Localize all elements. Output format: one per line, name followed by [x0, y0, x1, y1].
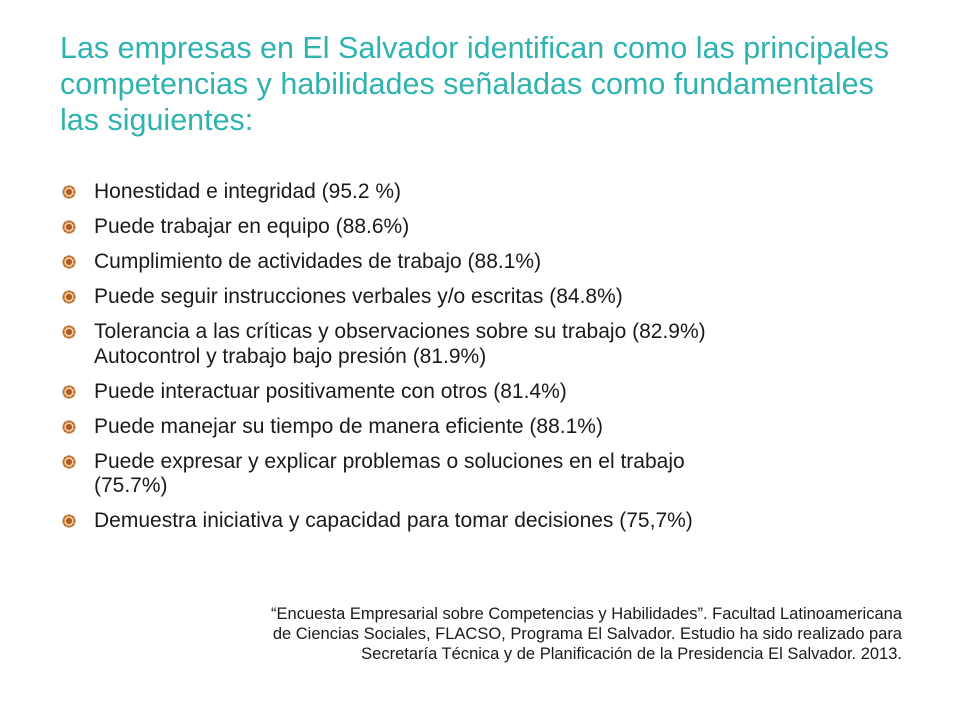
list-item-text: Puede manejar su tiempo de manera eficiente (88.1%) [94, 414, 603, 438]
sun-bullet-icon [62, 185, 76, 199]
list-item [62, 320, 922, 369]
list-item-text: Tolerancia a las críticas y observaciones sobre su trabajo (82.9%) Autocontrol y trabajo bajo presión (81.9%) [94, 320, 706, 368]
sun-bullet-icon [62, 385, 76, 399]
bullet-list [62, 180, 922, 544]
sun-bullet-icon [62, 455, 76, 469]
list-item [62, 380, 922, 405]
sun-bullet-icon [62, 255, 76, 269]
list-item-text: Puede trabajar en equipo (88.6%) [94, 215, 410, 238]
sun-bullet-icon [62, 220, 76, 234]
list-item-text: Puede seguir instrucciones verbales y/o escritas (84.8%) [94, 285, 623, 308]
list-item [62, 180, 922, 205]
source-citation: “Encuesta Empresarial sobre Competencias y Habilidades”. Facultad Latinoamericana de Ciencias Sociales, FLACSO, Programa El Salvador. Estudio ha sido realizado para Secretaría Técnica y de Planificación de la Presidencia El Salvador. 2013. [271, 605, 902, 663]
list-item-text: Puede expresar y explicar problemas o soluciones en el trabajo (75.7%) [94, 449, 685, 497]
list-item [62, 509, 922, 534]
list-item-text: Cumplimiento de actividades de trabajo (88.1%) [94, 250, 542, 273]
list-item-text: Puede interactuar positivamente con otros (81.4%) [94, 379, 567, 403]
sun-bullet-icon [62, 325, 76, 339]
sun-bullet-icon [62, 514, 76, 528]
list-item [62, 250, 922, 275]
sun-bullet-icon [62, 420, 76, 434]
list-item-text: Demuestra iniciativa y capacidad para tomar decisiones (75,7%) [94, 509, 693, 532]
list-item [62, 450, 922, 499]
slide-title: Las empresas en El Salvador identifican como las principales competencias y habilidades señaladas como fundamentales las siguientes: [60, 31, 890, 137]
sun-bullet-icon [62, 290, 76, 304]
list-item [62, 285, 922, 310]
list-item [62, 215, 922, 240]
list-item-text: Honestidad e integridad (95.2 %) [94, 180, 402, 203]
list-item [62, 415, 922, 440]
